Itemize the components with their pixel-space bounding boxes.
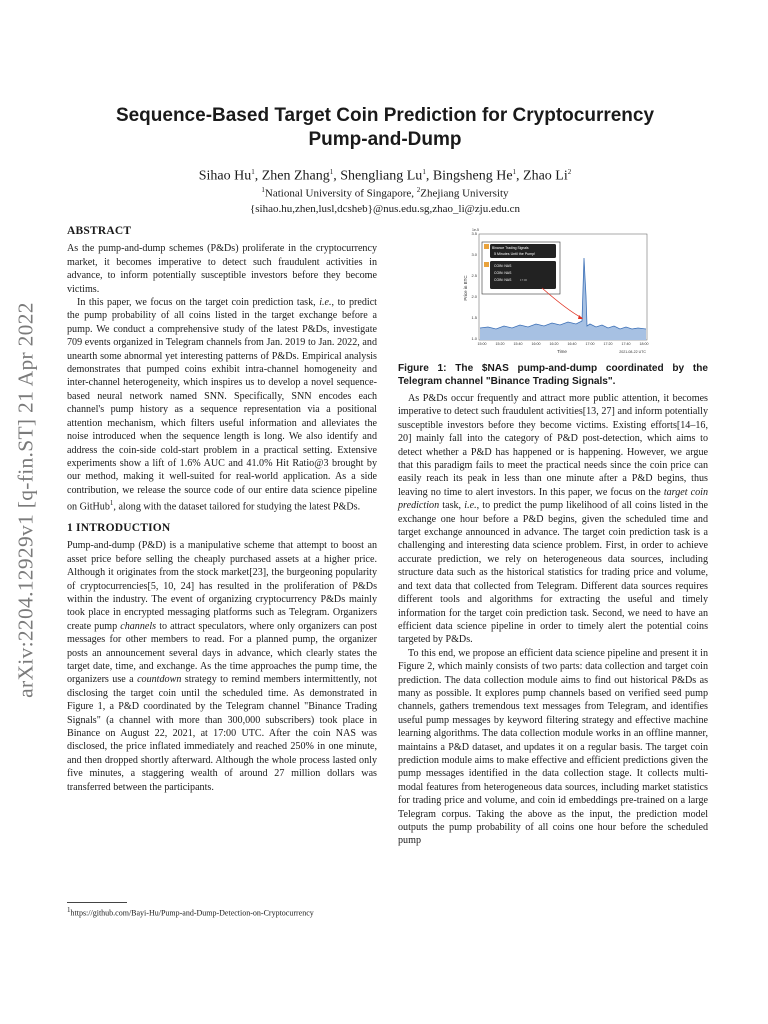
- x-tick-label: 15:00: [477, 342, 487, 346]
- svg-text:COIN: NAS: COIN: NAS: [494, 264, 512, 268]
- y-ticks: [471, 231, 477, 341]
- channel-avatar-icon: [484, 244, 489, 249]
- svg-text:Binance Trading Signals: Binance Trading Signals: [492, 246, 529, 250]
- author-emails: {sihao.hu,zhen,lusl,dcsheb}@nus.edu.sg,zhao_li@zju.edu.cn: [249, 203, 520, 215]
- y-tick-label: 1.5: [471, 315, 477, 320]
- y-tick-label: 2.5: [471, 273, 477, 278]
- x-tick-label: 15:40: [513, 342, 523, 346]
- x-tick-label: 16:00: [531, 342, 541, 346]
- arxiv-stamp: arXiv:2204.12929v1 [q-fin.ST] 21 Apr 2022: [13, 302, 38, 698]
- footnote: $^1$https://github.com/Bayi-Hu/Pump-and-Dump-Detection-on-Cryptocurrency: [67, 906, 314, 918]
- author-list: Sihao Hu$^1$, Zhen Zhang$^1$, Shengliang Lu$^1$, Bingsheng He$^1$, Zhao Li$^2$: [198, 168, 572, 184]
- y-tick-label: 3.0: [471, 252, 477, 257]
- figure-1-chart: [462, 228, 652, 358]
- y-scale-note: 1e-5: [472, 228, 480, 232]
- abstract-heading: ABSTRACT: [67, 225, 132, 237]
- x-tick-label: 16:20: [549, 342, 559, 346]
- right-paragraph-2: To this end, we propose an efficient data science pipeline and present it in Figure 2, which mainly consists of two parts: data collection and target coin prediction. The data collection module aims to find out historical P&Ds as many as possible. It explores pump channels based on verified seed pump channels, gathers tremendous text messages from Telegram, and identifies useful pump messages by keyword filtering strategy and effective machine learning algorithms. The data collection module works in an offline manner, maintains a P&D dataset, and updates it on a regular basis. The target coin prediction module aims to make effective and efficient predictions given the pump messages identified in the data collection stage. It collects multi-modal features from heterogeneous data sources, including market statistics for trading price and volume, and coin id embeddings pre-trained on a large Telegram corpus. Taking the above as the input, the prediction model outputs the pump probability of all coins one hour before the scheduled pump: [398, 647, 708, 847]
- right-paragraph-1: As P&Ds occur frequently and attract more public attention, it becomes imperative to detect such fraudulent activities[13, 27] and inform potentially susceptible investors before they become victims. Existing efforts[14–16, 20] mainly fall into the category of P&D post-detection, which aims to detect whether a P&D has happened or is happening. However, we argue that this paradigm fails to meet the practical needs since the coin price can easily reach its peak in less than one minute after a P&D begins, thus leaving no time to alert investors. In this paper, we focus on the target coin prediction task, i.e., to predict the pump likelihood of all coins listed in the exchange one hour before a P&D begins, given the scheduled time and target exchange announced in advance. The target coin prediction task is a challenging and interesting data science problem. First, in order to achieve accurate prediction, we rely on heterogeneous data sources, including structure data such as the historical statistics for trading price and volume, and text data that collected from Telegram. Different data sources requires different tools and algorithms for extracting the useful and timely information for the target coin prediction task. Second, we need to have an efficient data science pipeline in order to timely alert the potential coins targeted by P&Ds.: [398, 393, 709, 646]
- figure-1-caption: Figure 1: The $NAS pump-and-dump coordinated by the Telegram channel "Binance Trading Signals".: [398, 363, 708, 387]
- right-column: [398, 392, 708, 848]
- y-tick-label: 1.0: [471, 336, 477, 341]
- x-tick-label: 17:40: [621, 342, 631, 346]
- abstract-paragraph-1: As the pump-and-dump schemes (P&Ds) proliferate in the cryptocurrency market, it becomes imperative to detect such fraudulent activities in advance, to inform potentially susceptible investors before they become victims.: [67, 243, 377, 295]
- svg-text:5 Minutes Until the Pump!: 5 Minutes Until the Pump!: [494, 252, 536, 256]
- intro-paragraph-1: Pump-and-dump (P&D) is a manipulative scheme that attempt to boost an asset price before selling the cheaply purchased assets at a higher price. Although it originates from the stock market[23], the burgeoning popularity of cryptocurrencies[5, 10, 24] has resulted in the proliferation of P&Ds within the industry. The event of organizing cryptocurrency P&Ds mainly took place in encrypted messaging platforms such as Telegram. Organizers create pump channels to attract speculators, where only organizers can post messages for other members to read. For a planned pump, the organizer posts an announcement several days in advance, which clearly states the target date, time, and exchange. As the time approaches the pump time, the organizers use a countdown strategy to remind members intermittently, not disclosing the target coin until the scheduled time. As demonstrated in Figure 1, a P&D coordinated by the Telegram channel "Binance Trading Signals" (a channel with more than 300,000 subscribers) took place in Binance on August 22, 2021, at 17:00 UTC. After the coin NAS was disclosed, the price inflated immediately and reached 250% in one minute, and then dropped shortly afterward. Although the whole process lasted only five minutes, a staggering wealth of around 27 million dollars was transferred between the participants.: [67, 540, 378, 793]
- x-tick-label: 15:20: [495, 342, 505, 346]
- footnote-rule: [67, 902, 127, 903]
- x-tick-label: 17:00: [585, 342, 595, 346]
- affiliations: $^1$National University of Singapore, $^2$Zhejiang University: [261, 186, 509, 200]
- introduction-heading: 1 INTRODUCTION: [67, 521, 171, 534]
- y-axis-label: Price in BTC: [463, 275, 468, 301]
- y-tick-label: 3.5: [471, 231, 477, 236]
- channel-avatar-icon: [484, 262, 489, 267]
- svg-text:17:00: 17:00: [520, 278, 527, 282]
- left-column: [67, 225, 377, 794]
- svg-text:COIN: NAS: COIN: NAS: [494, 271, 512, 275]
- abstract-paragraph-2: In this paper, we focus on the target coin prediction task, i.e., to predict the pump probability of all coins listed in the target exchange before a pump. We conduct a comprehensive study of the latest P&Ds, investigate 709 events organized in Telegram channels from Jan. 2019 to Jan. 2022, and unearth some abnormal yet interesting patterns of P&Ds. Empirical analysis demonstrates that pumped coins exhibit intra-channel homogeneity and inter-channel heterogeneity, which inspires us to develop a novel sequence-based neural network named SNN. Specifically, SNN encodes each channel's pump history as a sequence representation via a positional attention mechanism, which filters useful information and alleviates the noise introduced when the sequence length is long. We also identify and address the coin-side cold-start problem in a practical setting. Extensive experiments show a lift of 1.6% AUC and 41.0% Hit Ratio@3 brought by our method, making it well-suited for real-world application. As a side contribution, we release the source code of our entire data science pipeline on GitHub$^1$, along with the dataset tailored for studying the latest P&Ds.: [67, 297, 377, 513]
- x-axis-label: Time: [557, 349, 567, 354]
- x-tick-label: 18:00: [639, 342, 649, 346]
- x-tick-label: 17:20: [603, 342, 613, 346]
- paper-title: Sequence-Based Target Coin Prediction for Cryptocurrency Pump-and-Dump: [115, 105, 655, 150]
- x-ticks: [478, 342, 649, 346]
- telegram-messages: [482, 242, 560, 294]
- x-tick-label: 16:40: [567, 342, 577, 346]
- y-tick-label: 2.0: [471, 294, 477, 299]
- date-label: 2021-08-22 UTC: [619, 350, 646, 354]
- svg-text:COIN: NAS: COIN: NAS: [494, 278, 512, 282]
